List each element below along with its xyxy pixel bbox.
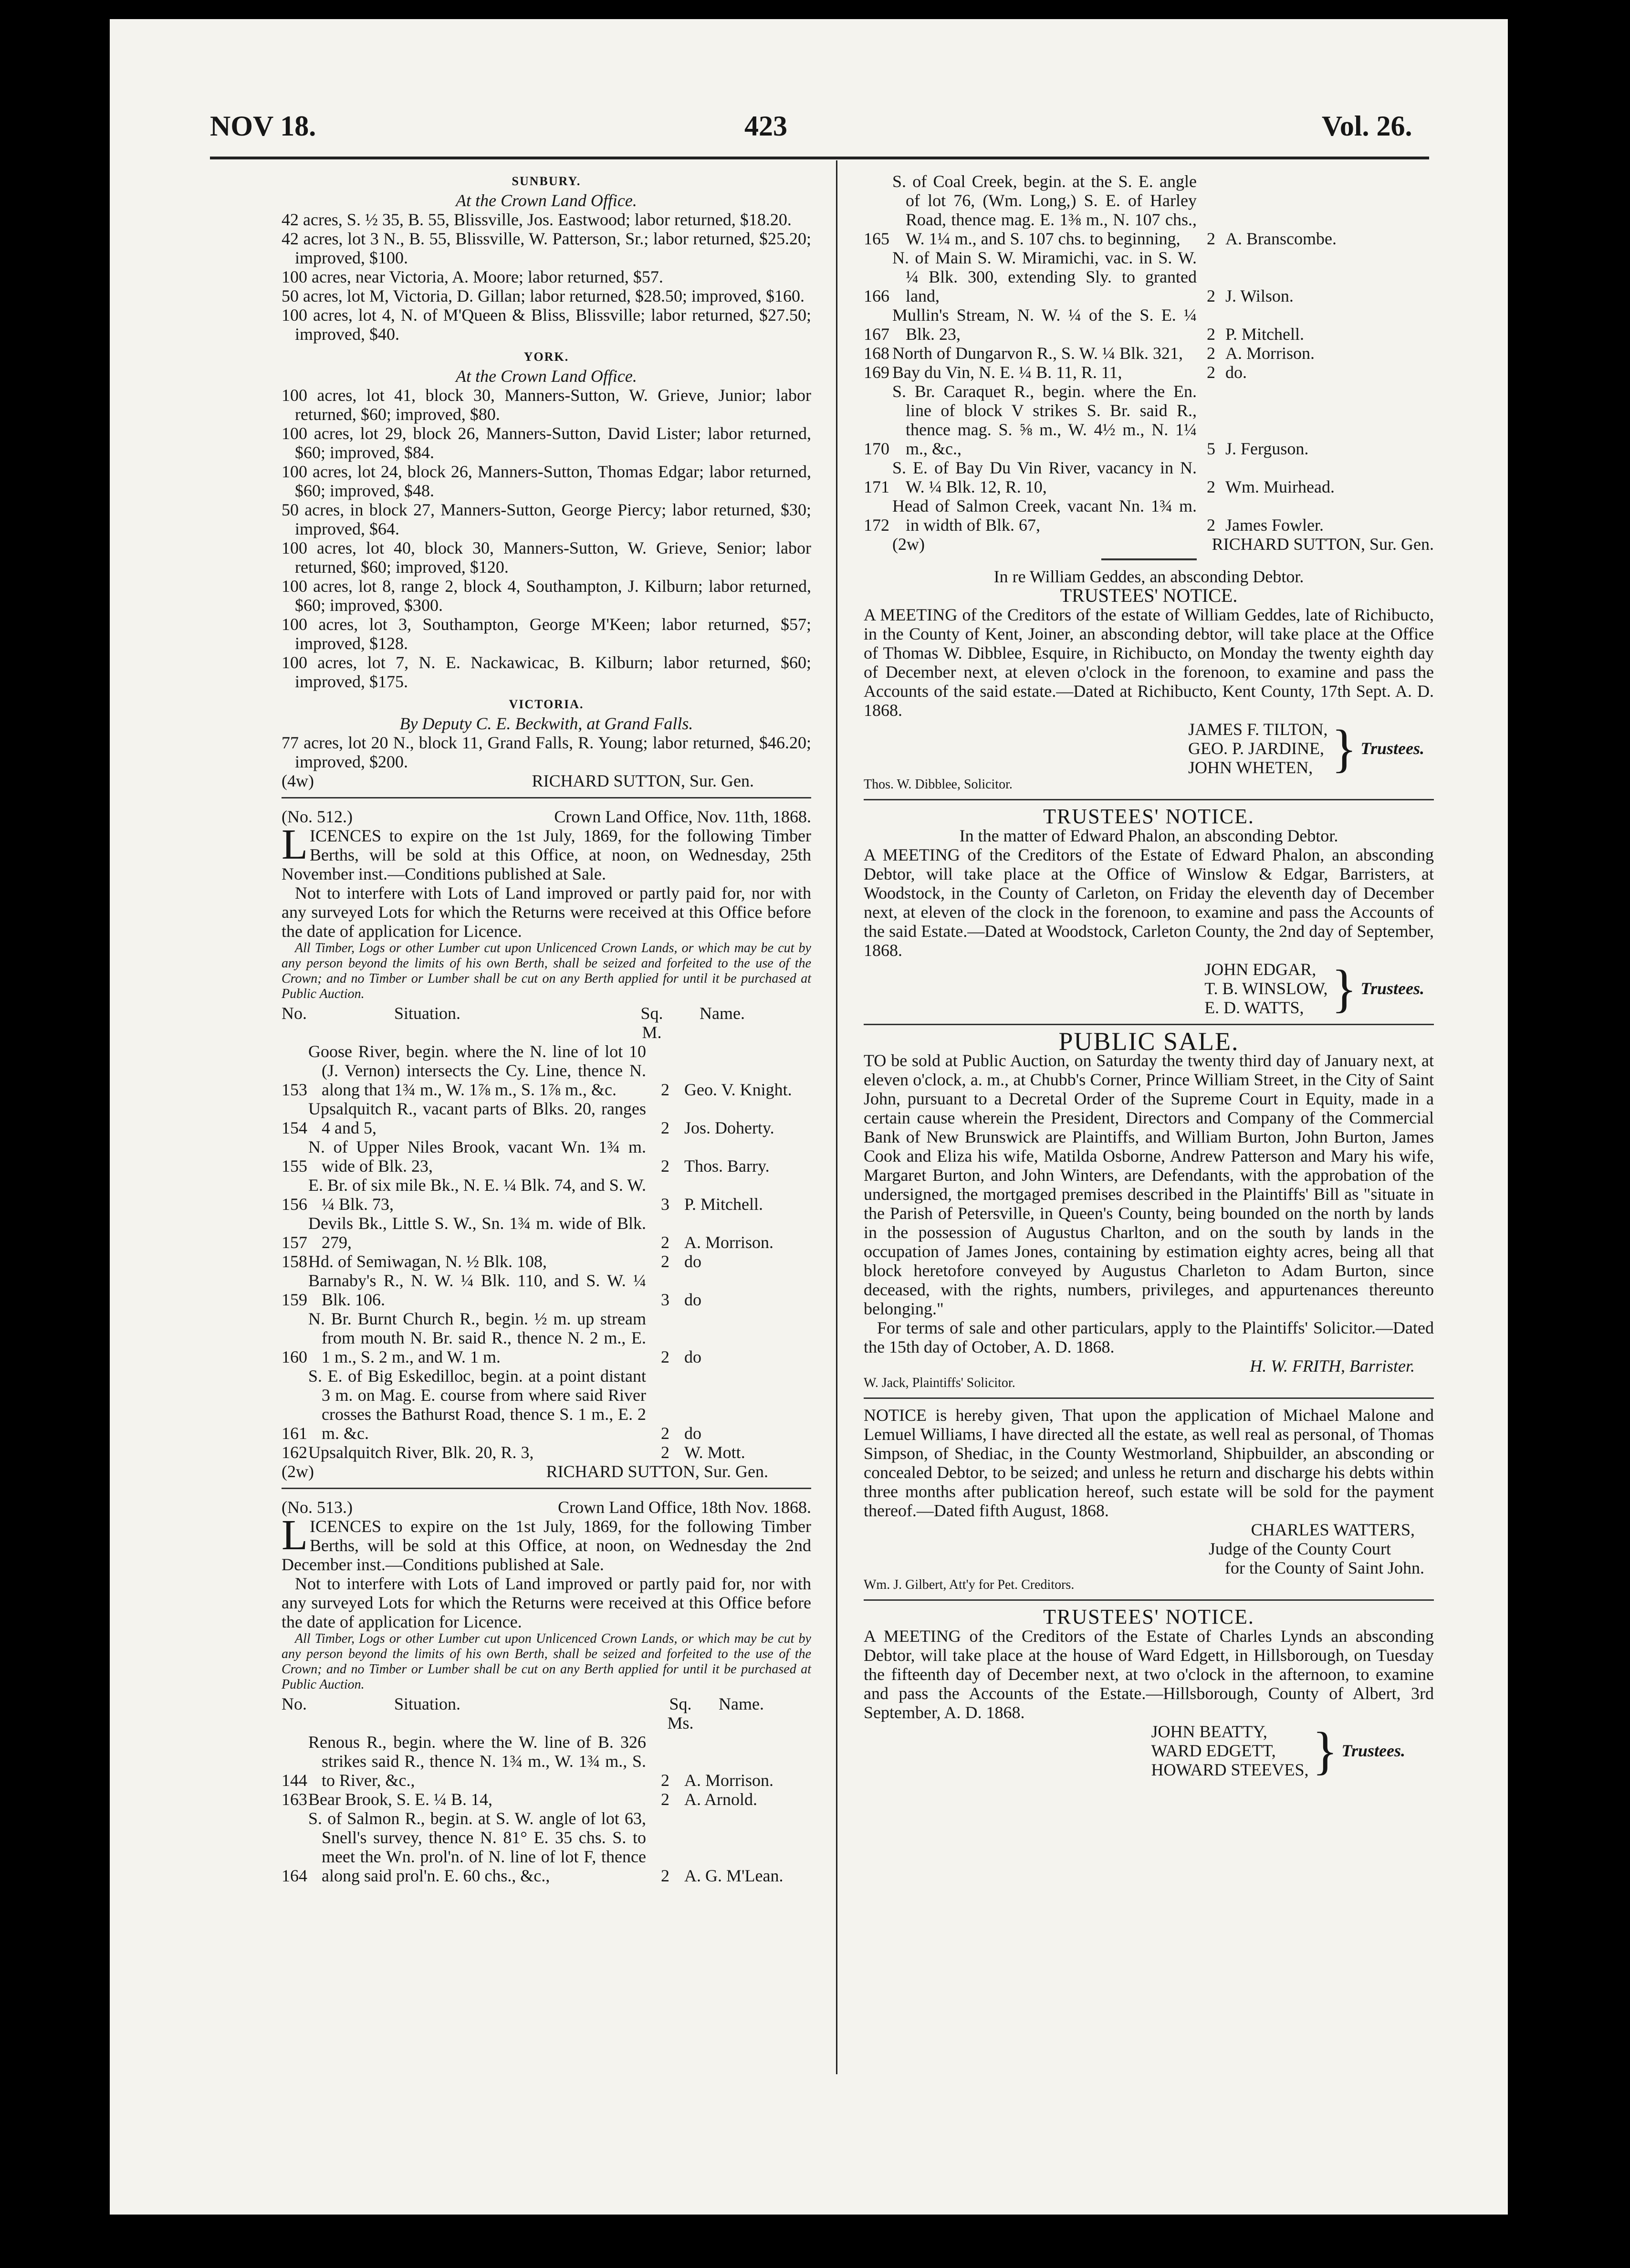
name-cell: A. Morrison. xyxy=(1225,344,1315,363)
phalon-body: A MEETING of the Creditors of the Estate of Edward Phalon, an absconding Debtor, will take place at the Office of Winslow & Edgar, Barristers, at Woodstock, in the County of Carleton, on Friday the eleventh day of December next, at eleven of the clock in the forenoon, to examine and pass the Accounts of the said Estate.—Dated at Woodstock, Carleton County, the 2nd day of September, 1868. xyxy=(864,845,1434,960)
col-situation: Situation. xyxy=(394,1004,461,1023)
berth-number: 167 xyxy=(864,325,889,344)
situation-cell: Upsalquitch River, Blk. 20, R. 3, xyxy=(308,1443,534,1462)
berth-number: 161 xyxy=(282,1424,307,1443)
berth-number: 160 xyxy=(282,1347,307,1366)
notice-512-terms: Not to interfere with Lots of Land improved or partly paid for, nor with any surveyed Lots for which the Returns were received at this Office before the date of application for Licence. xyxy=(282,883,811,941)
square-miles-cell: 2 xyxy=(1207,344,1215,363)
table-header xyxy=(282,1004,811,1042)
name-cell: do xyxy=(684,1290,701,1309)
table-row xyxy=(282,1271,811,1309)
col-situation: Situation. xyxy=(394,1694,461,1713)
square-miles-cell: 2 xyxy=(1207,363,1215,382)
list-item: 100 acres, lot 7, N. E. Nackawicac, B. Kilburn; labor returned, $60; improved, $175. xyxy=(282,653,811,691)
name-cell: J. Ferguson. xyxy=(1225,439,1309,458)
situation-cell: S. E. of Big Eskedilloc, begin. at a point distant 3 m. on Mag. E. course from where said River crosses the Bathurst Road, thence S. 1 m., E. 2 m. &c. xyxy=(308,1366,646,1443)
section-rule xyxy=(864,1024,1434,1025)
table-row xyxy=(282,1252,811,1271)
notice-512-intro xyxy=(282,821,811,883)
table-row xyxy=(864,172,1434,248)
situation-cell: E. Br. of six mile Bk., N. E. ¼ Blk. 74, and S. W. ¼ Blk. 73, xyxy=(308,1176,646,1214)
square-miles-cell: 2 xyxy=(1207,229,1215,248)
berth-number: 159 xyxy=(282,1290,307,1309)
table-row xyxy=(864,382,1434,458)
col-no: No. xyxy=(282,1004,307,1023)
phalon-trustees xyxy=(864,960,1424,1017)
intro-text: ICENCES to expire on the 1st July, 1869, for the following Timber Berths, will be sold at this Office, at noon, on Wednesday, 25th November inst.—Conditions published at Sale. xyxy=(282,826,811,883)
lynds-title: TRUSTEES' NOTICE. xyxy=(1043,1605,1254,1628)
name-cell: A. Branscombe. xyxy=(1225,229,1337,248)
list-item: 100 acres, near Victoria, A. Moore; labor returned, $57. xyxy=(282,267,663,286)
sunbury-heading: SUNBURY. xyxy=(512,174,581,188)
name-cell: P. Mitchell. xyxy=(1225,325,1305,344)
col-name: Name. xyxy=(719,1694,764,1713)
square-miles-cell: 2 xyxy=(661,1252,669,1271)
notice-512-header xyxy=(282,807,811,826)
geddes-inre: In re William Geddes, an absconding Debtor. xyxy=(993,567,1304,586)
name-cell: Thos. Barry. xyxy=(684,1156,770,1176)
phalon-inre: In the matter of Edward Phalon, an absconding Debtor. xyxy=(959,826,1338,845)
issue-date: NOV 18. xyxy=(210,110,316,142)
col-sq: Sq. M. xyxy=(640,1004,663,1042)
public-sale-body: TO be sold at Public Auction, on Saturday the twenty third day of January next, at eleven o'clock, a. m., at Chubb's Corner, Prince William Street, in the City of Saint John, pursuant to a Decretal Order of the Supreme Court in Equity, made in a certain cause wherein the President, Directors and Company of the Commercial Bank of New Brunswick are Plaintiffs, and William Burton, John Burton, James Cook and Eliza his wife, Matilda Osborne, Andrew Patterson and Mary his wife, Margaret Burton, and John Winters, are Defendants, with the approbation of the undersigned, the mortgaged premises described in the Plaintiffs' Bill as "situate in the Parish of Petersville, in Queen's County, being bounded on the north by lands in the possession of Augustus Charlton, and on the south by lands in the occupation of James Jones, containing by estimation eighty acres, being all that block heretofore conveyed by Augustus Charleton to Adam Burton, since deceased, with the rights, numbers, privileges, and appurtenances thereunto belonging." xyxy=(864,1051,1434,1318)
berth-number: 162 xyxy=(282,1443,307,1462)
square-miles-cell: 2 xyxy=(661,1156,669,1176)
table-row xyxy=(864,458,1434,496)
insertion-tag: (2w) xyxy=(892,535,925,554)
trustee-name: JOHN WHETEN, xyxy=(1188,758,1313,777)
public-sale-title: PUBLIC SALE. xyxy=(1058,1027,1239,1056)
trustee-name: GEO. P. JARDINE, xyxy=(1188,739,1324,758)
table-row xyxy=(864,344,1434,363)
berth-number: 153 xyxy=(282,1080,307,1099)
situation-cell: S. E. of Bay Du Vin River, vacancy in N. W. ¼ Blk. 12, R. 10, xyxy=(892,458,1197,496)
trustee-name: E. D. WATTS, xyxy=(1204,998,1304,1017)
list-item: 42 acres, lot 3 N., B. 55, Blissville, W. Patterson, Sr.; labor returned, $25.20; improved, $100. xyxy=(282,229,811,267)
intro-text: ICENCES to expire on the 1st July, 1869, for the following Timber Berths, will be sold at this Office, at noon, on Wednesday the 2nd December inst.—Conditions published at Sale. xyxy=(282,1517,811,1574)
berth-number: 163 xyxy=(282,1790,307,1809)
page-number: 423 xyxy=(744,110,787,142)
name-cell: A. G. M'Lean. xyxy=(684,1866,784,1885)
name-cell: Geo. V. Knight. xyxy=(684,1080,792,1099)
situation-cell: N. of Upper Niles Brook, vacant Wn. 1¾ m. wide of Blk. 23, xyxy=(308,1137,646,1176)
geddes-title: TRUSTEES' NOTICE. xyxy=(1060,585,1238,606)
square-miles-cell: 2 xyxy=(1207,477,1215,496)
square-miles-cell: 2 xyxy=(661,1233,669,1252)
berth-number: 168 xyxy=(864,344,889,363)
name-cell: James Fowler. xyxy=(1225,515,1324,535)
table-row xyxy=(282,1790,811,1809)
situation-cell: Head of Salmon Creek, vacant Nn. 1¾ m. in width of Blk. 67, xyxy=(892,496,1197,535)
table-row xyxy=(282,1443,811,1462)
square-miles-cell: 3 xyxy=(661,1195,669,1214)
lynds-trustees xyxy=(864,1722,1405,1779)
name-cell: W. Mott. xyxy=(684,1443,745,1462)
list-item: 100 acres, lot 40, block 30, Manners-Sutton, W. Grieve, Senior; labor returned, $60; improved, $120. xyxy=(282,538,811,577)
name-cell: A. Arnold. xyxy=(684,1790,757,1809)
situation-cell: Mullin's Stream, N. W. ¼ of the S. E. ¼ Blk. 23, xyxy=(892,305,1197,344)
trustees-label: Trustees. xyxy=(1360,739,1424,758)
situation-cell: North of Dungarvon R., S. W. ¼ Blk. 321, xyxy=(892,344,1183,363)
table-row xyxy=(282,1732,811,1790)
square-miles-cell: 2 xyxy=(661,1790,669,1809)
berth-number: 158 xyxy=(282,1252,307,1271)
name-cell: A. Morrison. xyxy=(684,1233,773,1252)
berth-number: 171 xyxy=(864,477,889,496)
trustees-label: Trustees. xyxy=(1341,1741,1405,1760)
name-cell: J. Wilson. xyxy=(1225,286,1294,305)
trustee-name: JAMES F. TILTON, xyxy=(1188,720,1328,739)
signature-line xyxy=(282,1462,811,1481)
square-miles-cell: 3 xyxy=(661,1290,669,1309)
list-item: 100 acres, lot 3, Southampton, George M'Keen; labor returned, $57; improved, $128. xyxy=(282,615,811,653)
square-miles-cell: 2 xyxy=(661,1080,669,1099)
berths-continued-table xyxy=(864,172,1434,535)
insertion-tag: (4w) xyxy=(282,771,314,790)
drop-cap: L xyxy=(282,1512,308,1559)
square-miles-cell: 2 xyxy=(661,1424,669,1443)
name-cell: do. xyxy=(1225,363,1247,382)
geddes-trustees xyxy=(864,720,1424,777)
simpson-signer: CHARLES WATTERS, xyxy=(1251,1520,1415,1539)
square-miles-cell: 2 xyxy=(1207,515,1215,535)
list-item: 50 acres, in block 27, Manners-Sutton, George Piercy; labor returned, $30; improved, $64. xyxy=(282,500,811,538)
col-name: Name. xyxy=(700,1004,745,1023)
sunbury-subheading: At the Crown Land Office. xyxy=(456,191,637,210)
table-row xyxy=(282,1214,811,1252)
table-row xyxy=(864,363,1434,382)
section-rule xyxy=(1101,558,1197,560)
list-item: 100 acres, lot 24, block 26, Manners-Sutton, Thomas Edgar; labor returned, $60; improved, $48. xyxy=(282,462,811,500)
simpson-signer-title: Judge of the County Court xyxy=(1209,1539,1391,1558)
victoria-subheading: By Deputy C. E. Beckwith, at Grand Falls. xyxy=(399,714,693,733)
situation-cell: S. of Coal Creek, begin. at the S. E. angle of lot 76, (Wm. Long,) S. E. of Harley Road, thence mag. E. 1⅜ m., N. 107 chs., W. 1¼ m., and S. 107 chs. to beginning, xyxy=(892,172,1197,248)
name-cell: do xyxy=(684,1424,701,1443)
trustees-label: Trustees. xyxy=(1360,979,1424,998)
office-date: Crown Land Office, Nov. 11th, 1868. xyxy=(554,807,811,826)
situation-cell: S. of Salmon R., begin. at S. W. angle of lot 63, Snell's survey, thence N. 81° E. 35 chs. S. to meet the Wn. prol'n. of N. line of lot F, thence along said prol'n. E. 60 chs., &c., xyxy=(308,1809,646,1885)
berth-number: 165 xyxy=(864,229,889,248)
situation-cell: Devils Bk., Little S. W., Sn. 1¾ m. wide of Blk. 279, xyxy=(308,1214,646,1252)
table-row xyxy=(282,1309,811,1366)
list-item: 100 acres, lot 8, range 2, block 4, Southampton, J. Kilburn; labor returned, $60; improved, $300. xyxy=(282,577,811,615)
square-miles-cell: 5 xyxy=(1207,439,1215,458)
signer: RICHARD SUTTON, Sur. Gen. xyxy=(532,771,754,790)
berth-number: 169 xyxy=(864,363,889,382)
berth-number: 164 xyxy=(282,1866,307,1885)
table-row xyxy=(864,248,1434,305)
section-rule xyxy=(282,797,811,798)
name-cell: A. Morrison. xyxy=(684,1771,773,1790)
table-header xyxy=(282,1694,811,1732)
list-item: 77 acres, lot 20 N., block 11, Grand Falls, R. Young; labor returned, $46.20; improved, $200. xyxy=(282,733,811,771)
left-column xyxy=(282,172,811,1885)
name-cell: P. Mitchell. xyxy=(684,1195,763,1214)
table-row xyxy=(282,1809,811,1885)
berth-number: 166 xyxy=(864,286,889,305)
simpson-signer-county: for the County of Saint John. xyxy=(1225,1558,1424,1577)
name-cell: Wm. Muirhead. xyxy=(1225,477,1335,496)
section-rule xyxy=(864,1599,1434,1601)
notice-513-warning: All Timber, Logs or other Lumber cut upon Unlicenced Crown Lands, or which may be cut by any person beyond the limits of his own Berth, shall be seized and forfeited to the use of the Crown; and no Timber or Lumber shall be cut on any Berth applied for until it be purchased at Public Auction. xyxy=(282,1631,811,1692)
signer: RICHARD SUTTON, Sur. Gen. xyxy=(1212,535,1434,554)
notice-513-header xyxy=(282,1498,811,1517)
brace-icon: } xyxy=(1331,719,1357,777)
section-rule xyxy=(282,1488,811,1489)
berths-513-table xyxy=(282,1732,811,1885)
list-item: 100 acres, lot 29, block 26, Manners-Sutton, David Lister; labor returned, $60; improved, $84. xyxy=(282,424,811,462)
simpson-attorney: Wm. J. Gilbert, Att'y for Pet. Creditors. xyxy=(864,1577,1075,1592)
berth-number: 170 xyxy=(864,439,889,458)
notice-512-warning: All Timber, Logs or other Lumber cut upon Unlicenced Crown Lands, or which may be cut by any person beyond the limits of his own Berth, shall be seized and forfeited to the use of the Crown; and no Timber or Lumber shall be cut on any Berth applied for until it be purchased at Public Auction. xyxy=(282,941,811,1001)
square-miles-cell: 2 xyxy=(1207,325,1215,344)
situation-cell: S. Br. Caraquet R., begin. where the En. line of block V strikes S. Br. said R., thence mag. S. ⅝ m., W. 4½ m., N. 1¼ m., &c., xyxy=(892,382,1197,458)
list-item: 100 acres, lot 4, N. of M'Queen & Bliss, Blissville; labor returned, $27.50; improved, $40. xyxy=(282,305,811,344)
square-miles-cell: 2 xyxy=(661,1118,669,1137)
signature-line xyxy=(282,771,811,790)
column-divider xyxy=(836,160,837,2074)
berths-512-table xyxy=(282,1042,811,1462)
table-row xyxy=(282,1176,811,1214)
york-subheading: At the Crown Land Office. xyxy=(456,367,637,386)
situation-cell: Goose River, begin. where the N. line of lot 10 (J. Vernon) intersects the Cy. Line, thence N. along that 1¾ m., W. 1⅞ m., S. 1⅞ m., &c. xyxy=(308,1042,646,1099)
right-column xyxy=(864,172,1434,1779)
situation-cell: Hd. of Semiwagan, N. ½ Blk. 108, xyxy=(308,1252,547,1271)
trustee-name: JOHN BEATTY, xyxy=(1151,1722,1267,1741)
square-miles-cell: 2 xyxy=(661,1866,669,1885)
brace-icon: } xyxy=(1312,1722,1338,1780)
simpson-body: NOTICE is hereby given, That upon the application of Michael Malone and Lemuel Williams, I have directed all the estate, as well real as personal, of Thomas Simpson, of Shediac, in the County Westmorland, Shipbuilder, an absconding or concealed Debtor, to be seized; and unless he return and discharge his debts within three months after publication hereof, such estate will be sold for the payment thereof.—Dated fifth August, 1868. xyxy=(864,1406,1434,1520)
table-row xyxy=(864,305,1434,344)
table-row xyxy=(282,1137,811,1176)
square-miles-cell: 2 xyxy=(661,1443,669,1462)
public-sale-signer: H. W. FRITH, Barrister. xyxy=(1250,1356,1415,1376)
berth-number: 144 xyxy=(282,1771,307,1790)
situation-cell: Bear Brook, S. E. ¼ B. 14, xyxy=(308,1790,492,1809)
situation-cell: N. Br. Burnt Church R., begin. ½ m. up stream from mouth N. Br. said R., thence N. 2 m., E. 1 m., S. 2 m., and W. 1 m. xyxy=(308,1309,646,1366)
situation-cell: Barnaby's R., N. W. ¼ Blk. 110, and S. W. ¼ Blk. 106. xyxy=(308,1271,646,1309)
berth-number: 154 xyxy=(282,1118,307,1137)
lynds-body: A MEETING of the Creditors of the Estate of Charles Lynds an absconding Debtor, will take place at the house of Ward Edgett, in Hillsborough, on Tuesday the fifteenth day of December next, at two o'clock in the afternoon, to examine and pass the Accounts of the Estate.—Hillsborough, County of Albert, 3rd September, A. D. 1868. xyxy=(864,1627,1434,1722)
name-cell: do xyxy=(684,1347,701,1366)
list-item: 50 acres, lot M, Victoria, D. Gillan; labor returned, $28.50; improved, $160. xyxy=(282,286,805,305)
notice-number: (No. 512.) xyxy=(282,807,353,826)
signer: RICHARD SUTTON, Sur. Gen. xyxy=(546,1462,768,1481)
list-item: 100 acres, lot 41, block 30, Manners-Sutton, W. Grieve, Junior; labor returned, $60; improved, $80. xyxy=(282,386,811,424)
geddes-body: A MEETING of the Creditors of the estate of William Geddes, late of Richibucto, in the County of Kent, Joiner, an absconding debtor, will take place at the Office of Thomas W. Dibblee, Esquire, in Richibucto, on Monday the twenty eighth day of December next, at eleven o'clock in the forenoon, to examine and pass the Accounts of the said estate.—Dated at Richibucto, Kent County, 17th Sept. A. D. 1868. xyxy=(864,605,1434,720)
notice-number: (No. 513.) xyxy=(282,1498,353,1517)
berth-number: 157 xyxy=(282,1233,307,1252)
table-row xyxy=(864,496,1434,535)
name-cell: do xyxy=(684,1252,701,1271)
geddes-solicitor: Thos. W. Dibblee, Solicitor. xyxy=(864,777,1013,792)
table-row xyxy=(282,1042,811,1099)
trustee-name: JOHN EDGAR, xyxy=(1204,960,1317,979)
phalon-title: TRUSTEES' NOTICE. xyxy=(1043,805,1254,828)
trustee-name: HOWARD STEEVES, xyxy=(1151,1760,1309,1779)
name-cell: Jos. Doherty. xyxy=(684,1118,774,1137)
situation-cell: Renous R., begin. where the W. line of B. 326 strikes said R., thence N. 1¾ m., W. 1¾ m., S. to River, &c., xyxy=(308,1732,646,1790)
signature-line xyxy=(864,535,1434,554)
public-sale-solicitor: W. Jack, Plaintiffs' Solicitor. xyxy=(864,1376,1015,1390)
list-item: 42 acres, S. ½ 35, B. 55, Blissville, Jos. Eastwood; labor returned, $18.20. xyxy=(282,210,792,229)
berth-number: 172 xyxy=(864,515,889,535)
public-sale-terms: For terms of sale and other particulars, apply to the Plaintiffs' Solicitor.—Dated the 15th day of October, A. D. 1868. xyxy=(864,1318,1434,1356)
square-miles-cell: 2 xyxy=(661,1771,669,1790)
victoria-heading: VICTORIA. xyxy=(509,697,584,711)
office-date: Crown Land Office, 18th Nov. 1868. xyxy=(558,1498,811,1517)
square-miles-cell: 2 xyxy=(661,1347,669,1366)
insertion-tag: (2w) xyxy=(282,1462,314,1481)
section-rule xyxy=(864,1397,1434,1399)
table-row xyxy=(282,1099,811,1137)
situation-cell: Upsalquitch R., vacant parts of Blks. 20, ranges 4 and 5, xyxy=(308,1099,646,1137)
square-miles-cell: 2 xyxy=(1207,286,1215,305)
berth-number: 155 xyxy=(282,1156,307,1176)
header-rule xyxy=(210,157,1429,159)
table-row xyxy=(282,1366,811,1443)
section-rule xyxy=(864,799,1434,800)
trustee-name: T. B. WINSLOW, xyxy=(1204,979,1328,998)
situation-cell: N. of Main S. W. Miramichi, vac. in S. W. ¼ Blk. 300, extending Sly. to granted land, xyxy=(892,248,1197,305)
situation-cell: Bay du Vin, N. E. ¼ B. 11, R. 11, xyxy=(892,363,1122,382)
berth-number: 156 xyxy=(282,1195,307,1214)
brace-icon: } xyxy=(1331,959,1357,1018)
col-no: No. xyxy=(282,1694,307,1713)
notice-513-terms: Not to interfere with Lots of Land improved or partly paid for, nor with any surveyed Lots for which the Returns were received at this Office before the date of application for Licence. xyxy=(282,1574,811,1631)
drop-cap: L xyxy=(282,821,308,868)
trustee-name: WARD EDGETT, xyxy=(1151,1741,1276,1760)
volume-number: Vol. 26. xyxy=(1322,110,1412,142)
york-heading: YORK. xyxy=(523,350,569,364)
notice-513-intro xyxy=(282,1512,811,1574)
col-sq: Sq. Ms. xyxy=(667,1694,694,1732)
